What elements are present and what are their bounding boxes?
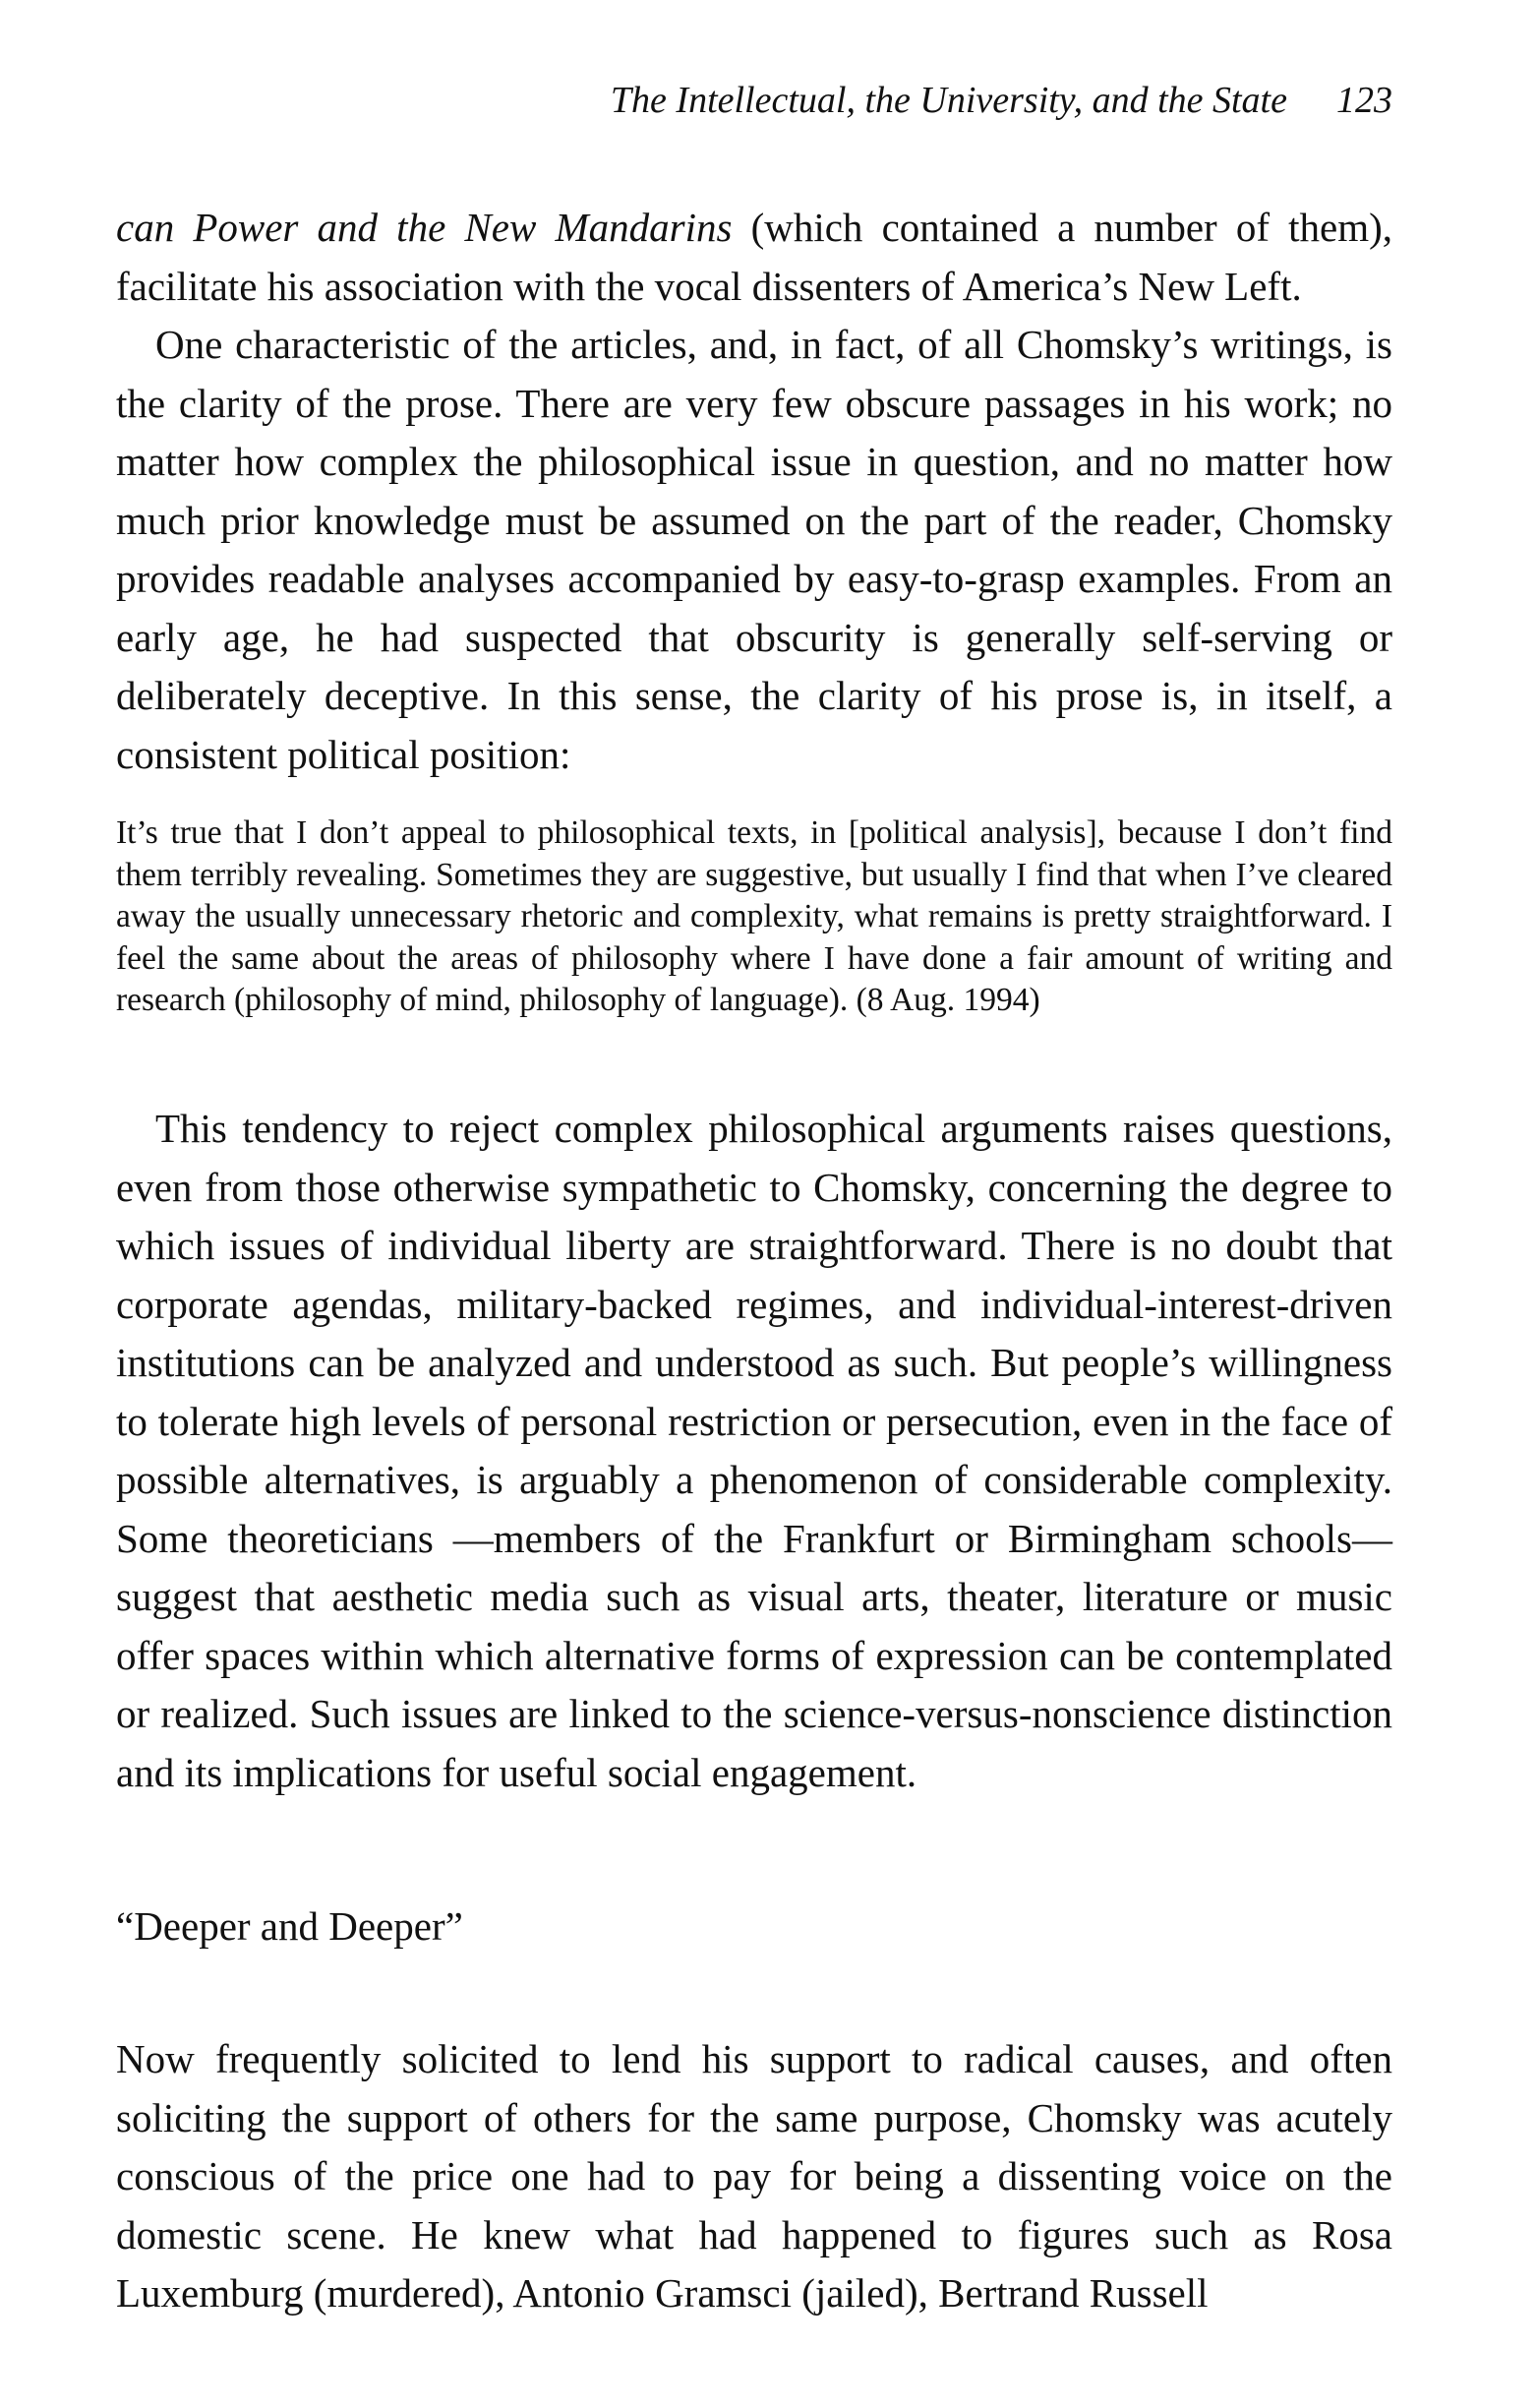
book-page [116,0,1392,2408]
paragraph-solicited: Now frequently solicited to lend his support to radical causes, and often soliciting the support of others for the same purpose, Chomsky was acutely conscious of the price one had to pay for being a dissenting voice on the domestic scene. He knew what had happened to figures such as Rosa Luxemburg (murdered), Antonio Gramsci (jailed), Bertrand Russell [116,2036,1392,2316]
book-title-italic: can Power and the New Mandarins [116,205,733,250]
running-head [116,71,1392,130]
running-head-title: The Intellectual, the University, and the State [610,80,1287,121]
block-quote: It’s true that I don’t appeal to philosophical texts, in [political analysis], because I don’t find them terribly revealing. Sometimes they are suggestive, but usually I find that when I’ve cleared away the usually unnecessary rhetoric and complexity, what remains is pretty straightforward. I feel the same about the areas of philosophy where I have done a fair amount of writing and research (philosophy of mind, philosophy of language). (8 Aug. 1994) [116,814,1392,1018]
section-heading: “Deeper and Deeper” [116,1903,463,1949]
body-text-middle [116,1100,1392,1802]
page-number: 123 [1336,80,1392,121]
body-text-bottom [116,2030,1392,2323]
paragraph-continuation [116,199,1392,316]
paragraph-continuation-text: (which contained a number of them), facilitate his association with the vocal dissenters of America’s New Left. [116,205,1393,309]
paragraph-clarity: One characteristic of the articles, and, in fact, of all Chomsky’s writings, is the clarity of the prose. There are very few obscure passages in his work; no matter how complex the philosophical issue in question, and no matter how much prior knowledge must be assumed on the part of the reader, Chomsky provides readable analyses accompanied by easy-to-grasp examples. From an early age, he had suspected that obscurity is generally self-serving or deliberately deceptive. In this sense, the clarity of his prose is, in itself, a consistent political position: [116,322,1392,777]
body-text-top [116,199,1392,784]
paragraph-tendency: This tendency to reject complex philosophical arguments raises questions, even from those otherwise sympathetic to Chomsky, concerning the degree to which issues of individual liberty are straightforward. There is no doubt that corporate agendas, military-backed regimes, and individual-interest-driven institutions can be analyzed and understood as such. But people’s willingness to tolerate high levels of personal restriction or persecution, even in the face of possible alternatives, is arguably a phenomenon of considerable complexity. Some theoreticians —members of the Frankfurt or Birmingham schools—suggest that aesthetic media such as visual arts, theater, literature or music offer spaces within which alternative forms of expression can be contemplated or realized. Such issues are linked to the science-versus-nonscience distinction and its implications for useful social engagement. [116,1106,1392,1795]
